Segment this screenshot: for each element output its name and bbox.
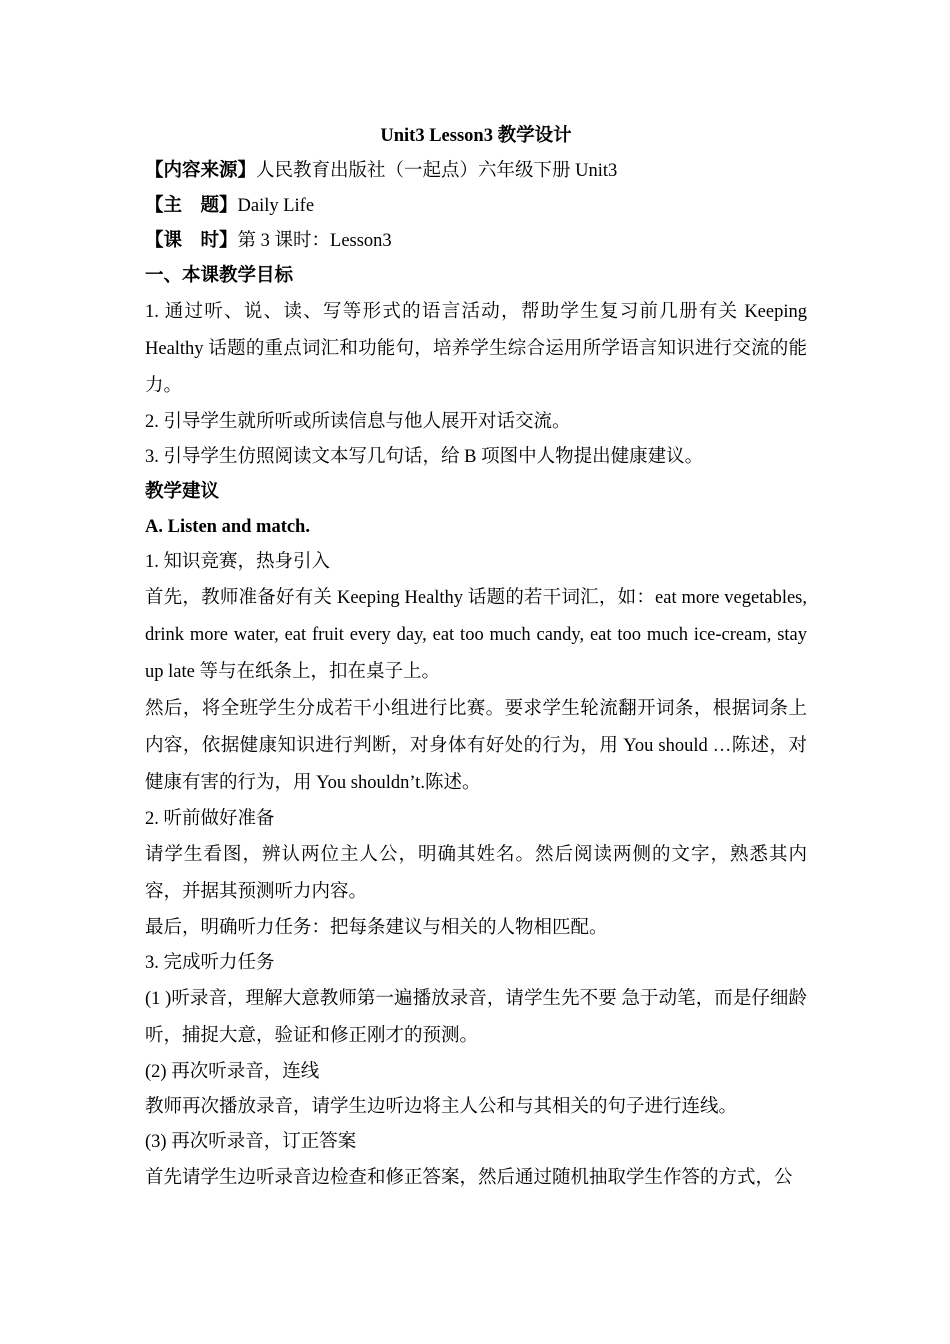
objective-item-1: 1. 通过听、说、读、写等形式的语言活动，帮助学生复习前几册有关 Keeping Healthy 话题的重点词汇和功能句，培养学生综合运用所学语言知识进行交流的能力。 — [145, 302, 807, 396]
section-heading-suggestions: 教学建议 — [145, 482, 220, 502]
step3-title: 3. 完成听力任务 — [145, 953, 275, 973]
objective-item-2: 2. 引导学生就所听或所读信息与他人展开对话交流。 — [145, 412, 571, 432]
step3-sub3-title: (3) 再次听录音，订正答案 — [145, 1132, 357, 1152]
step2-title: 2. 听前做好准备 — [145, 809, 275, 829]
step1-paragraph-2: 然后，将全班学生分成若干小组进行比赛。要求学生轮流翻开词条，根据词条上内容，依据健康知识进行判断，对身体有好处的行为，用 You should …陈述，对健康有害的行为，用 You shouldn’t.陈述。 — [145, 699, 807, 793]
step3-sub2-title: (2) 再次听录音，连线 — [145, 1062, 320, 1082]
meta-topic — [145, 189, 807, 224]
step3-sub3-paragraph: 首先请学生边听录音边检查和修正答案，然后通过随机抽取学生作答的方式，公 — [145, 1168, 793, 1188]
meta-topic-label: 【主 题】 — [145, 196, 238, 216]
meta-source — [145, 154, 807, 189]
step3-sub1: (1 )听录音，理解大意教师第一遍播放录音，请学生先不要 急于动笔，而是仔细龄听，捕捉大意，验证和修正刚才的预测。 — [145, 989, 807, 1046]
meta-source-label: 【内容来源】 — [145, 161, 257, 181]
step2-paragraph-2: 最后，明确听力任务：把每条建议与相关的人物相匹配。 — [145, 918, 608, 938]
meta-period-value: 第 3 课时：Lesson3 — [237, 231, 392, 251]
step1-title: 1. 知识竞赛，热身引入 — [145, 552, 331, 572]
part-a-heading: A. Listen and match. — [145, 517, 310, 537]
meta-period-label: 【课 时】 — [145, 231, 238, 251]
step3-sub2-paragraph: 教师再次播放录音，请学生边听边将主人公和与其相关的句子进行连线。 — [145, 1097, 738, 1117]
meta-source-value: 人民教育出版社（一起点）六年级下册 Unit3 — [256, 161, 618, 181]
meta-topic-value: Daily Life — [237, 196, 315, 216]
document-body — [145, 118, 807, 1197]
step1-paragraph-1: 首先，教师准备好有关 Keeping Healthy 话题的若干词汇，如：eat more vegetables, drink more water, eat fruit every day, eat too much candy, eat too much ice-cream, stay up late 等与在纸条上，扣在桌子上。 — [145, 588, 807, 682]
objective-item-3: 3. 引导学生仿照阅读文本写几句话，给 B 项图中人物提出健康建议。 — [145, 447, 704, 467]
section-heading-objectives: 一、本课教学目标 — [145, 266, 294, 286]
step2-paragraph-1: 请学生看图，辨认两位主人公，明确其姓名。然后阅读两侧的文字，熟悉其内 容，并据其预测听力内容。 — [145, 845, 807, 902]
meta-period — [145, 224, 807, 259]
document-title: Unit3 Lesson3 教学设计 — [380, 126, 572, 146]
